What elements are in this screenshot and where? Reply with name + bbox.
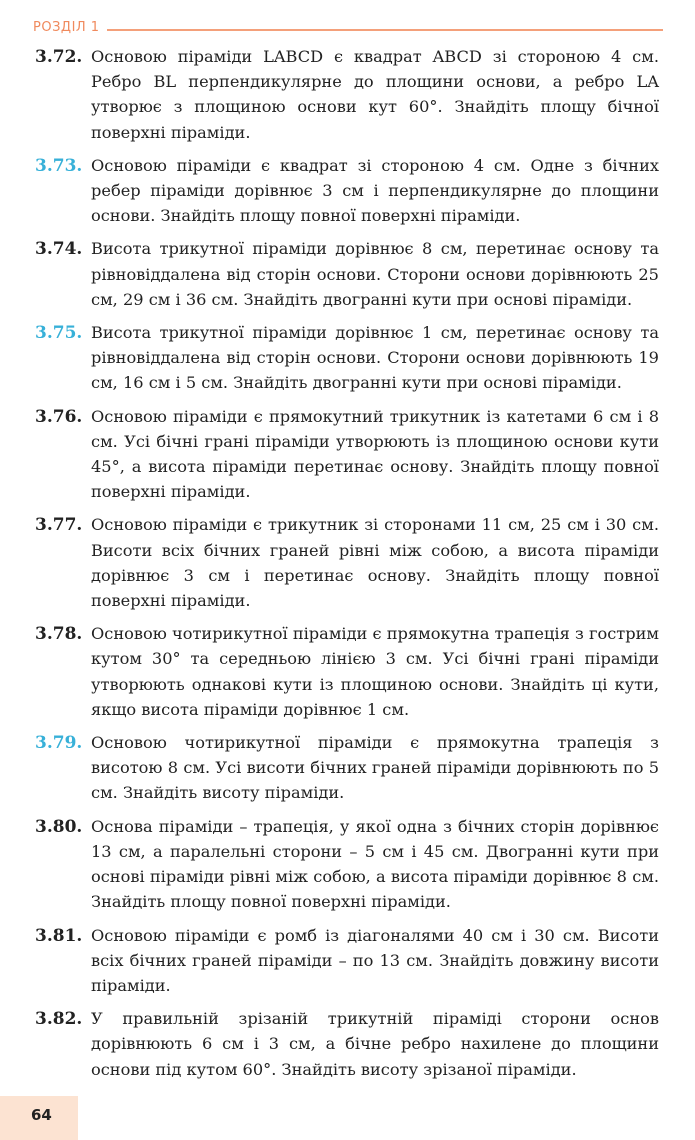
- problem-text: Основою піраміди є прямокутний трикутник із катетами 6 см і 8 см. Усі бічні грані піраміди утворюють із площиною основи кути 45°, а висота піраміди перетинає основу. Знайдіть площу повної поверхні піраміди.: [91, 406, 659, 502]
- problem-text: Основою чотирикутної піраміди є прямокутна трапеція з висотою 8 см. Усі висоти бічних граней піраміди дорівнюють по 5 см. Знайдіть висоту піраміди.: [91, 733, 659, 803]
- problem-number: 3.81.: [35, 925, 83, 946]
- problem-item: [0, 1006, 695, 1082]
- page-number: 64: [31, 1106, 52, 1124]
- problem-item: [0, 814, 695, 915]
- problem-text: Основою піраміди є ромб із діагоналями 40 см і 30 см. Висоти всіх бічних граней піраміди – по 13 см. Знайдіть довжину висоти піраміди.: [91, 925, 659, 995]
- problem-item: [0, 621, 695, 722]
- problem-item: [0, 923, 695, 999]
- problem-item: [0, 236, 695, 312]
- problem-text: Основою піраміди є квадрат зі стороною 4 см. Одне з бічних ребер піраміди дорівнює 3 см і перпендикулярне до площини основи. Знайдіть площу повної поверхні піраміди.: [91, 155, 659, 226]
- problem-item: [0, 730, 695, 806]
- problem-item: [0, 512, 695, 613]
- problem-number: 3.78.: [35, 624, 83, 645]
- page-header: [33, 18, 663, 42]
- problem-item: [0, 153, 695, 229]
- problem-item: [0, 44, 695, 145]
- page-number-tab: [0, 1096, 78, 1140]
- problem-number: 3.76.: [35, 406, 83, 427]
- problem-number: 3.79.: [35, 733, 83, 754]
- problem-number: 3.73.: [35, 155, 83, 176]
- problem-text: Основа піраміди – трапеція, у якої одна з бічних сторін дорівнює 13 см, а паралельні сторони – 5 см і 45 см. Двогранні кути при основі піраміди рівні між собою, а висота піраміди дорівнює 8 см. Знайдіть площу повної поверхні піраміди.: [91, 816, 659, 912]
- problem-text: Основою піраміди є трикутник зі сторонами 11 см, 25 см і 30 см. Висоти всіх бічних граней рівні між собою, а висота піраміди дорівнює 3 см і перетинає основу. Знайдіть площу повної поверхні піраміди.: [91, 515, 659, 611]
- problem-text: Висота трикутної піраміди дорівнює 8 см, перетинає основу та рівновіддалена від сторін основи. Сторони основи дорівнюють 25 см, 29 см і 36 см. Знайдіть двогранні кути при основі піраміди.: [91, 239, 659, 309]
- problem-number: 3.72.: [35, 47, 83, 67]
- problem-text: Основою чотирикутної піраміди є прямокутна трапеція з гострим кутом 30° та середньою лінією 3 см. Усі бічні грані піраміди утворюють однакові кути із площиною основи. Знайдіть ці кути, якщо висота піраміди дорівнює 1 см.: [91, 624, 659, 719]
- problem-number: 3.82.: [35, 1009, 83, 1030]
- problem-item: [0, 320, 695, 396]
- problem-number: 3.80.: [35, 816, 83, 837]
- problem-text: Висота трикутної піраміди дорівнює 1 см, перетинає основу та рівновіддалена від сторін основи. Сторони основи дорівнюють 19 см, 16 см і 5 см. Знайдіть двогранні кути при основі піраміди.: [91, 323, 659, 393]
- problem-number: 3.77.: [35, 515, 83, 536]
- problem-text: У правильній зрізаній трикутній піраміді сторони основ дорівнюють 6 см і 3 см, а бічне ребро нахилене до площини основи під кутом 60°. Знайдіть висоту зрізаної піраміди.: [91, 1009, 659, 1079]
- problem-text: Основою піраміди LABCD є квадрат ABCD зі стороною 4 см. Ребро BL перпендикулярне до площини основи, а ребро LA утворює з площиною основи кут 60°. Знайдіть площу бічної поверхні піраміди.: [91, 47, 659, 142]
- section-label: РОЗДІЛ 1: [33, 20, 100, 35]
- problem-number: 3.75.: [35, 323, 83, 344]
- problem-number: 3.74.: [35, 239, 83, 260]
- problem-item: [0, 404, 695, 505]
- header-rule: [107, 29, 663, 31]
- problem-list: [0, 44, 695, 1090]
